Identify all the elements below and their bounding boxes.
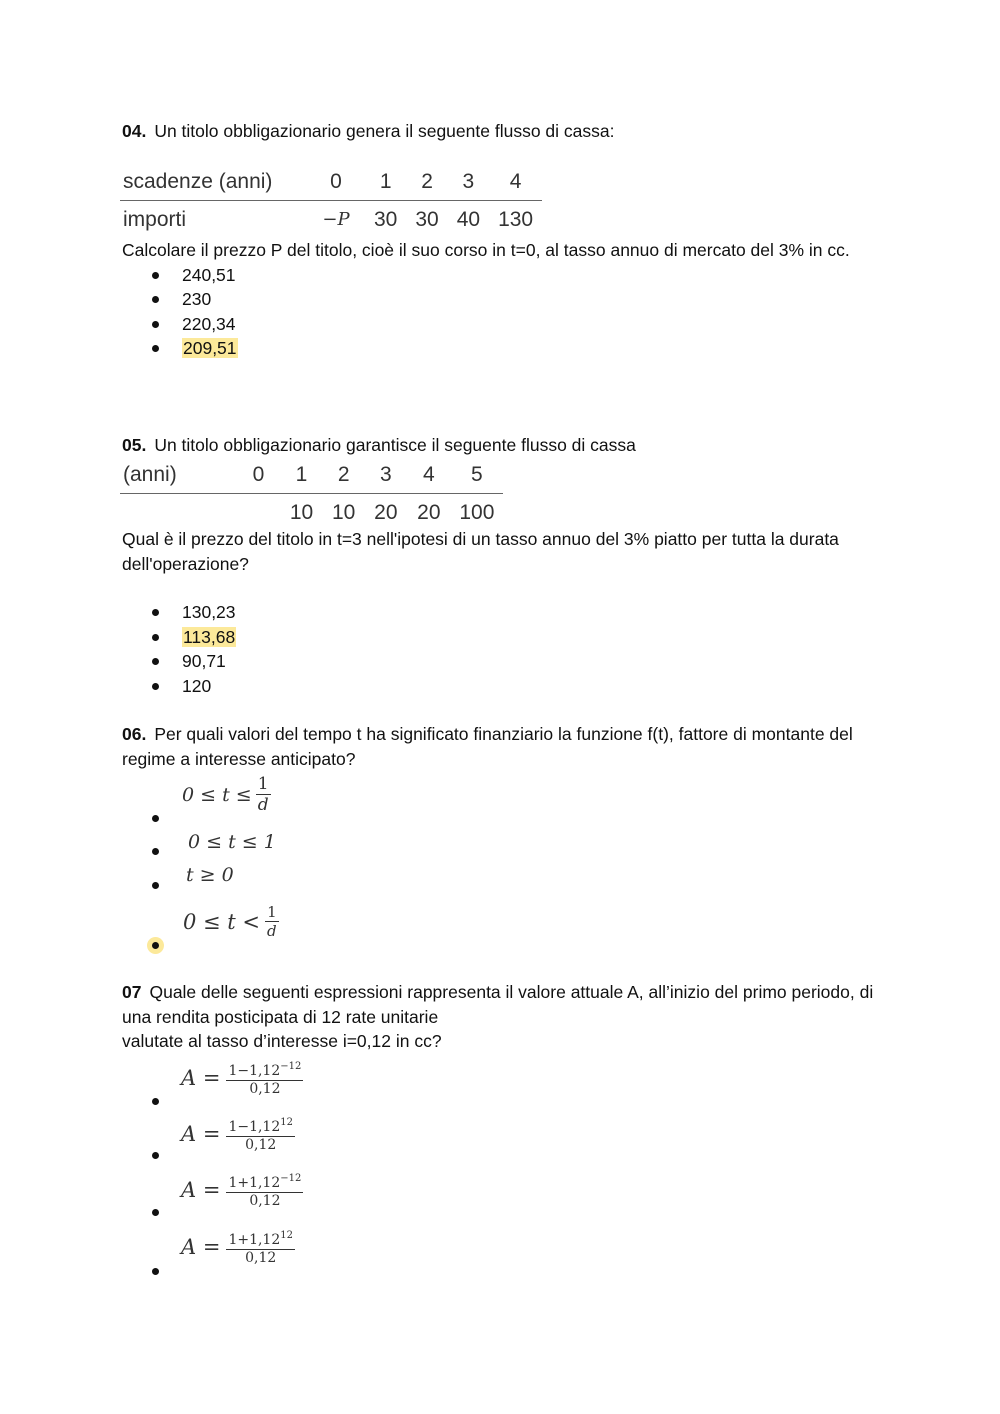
fraction-denominator: d (267, 922, 277, 940)
table-cell: 40 (456, 207, 481, 231)
fraction-denominator: 0,12 (249, 1193, 281, 1209)
question-text: Un titolo obbligazionario genera il seguente flusso di cassa: (154, 121, 615, 141)
fraction (226, 1114, 295, 1154)
bullet-icon (152, 815, 159, 822)
table-row-label: (anni) (123, 462, 177, 486)
bullet-icon (152, 848, 159, 855)
fraction-numerator: 1 (267, 903, 277, 921)
option-label: 113,68 (183, 626, 236, 647)
bullet-icon (152, 942, 159, 949)
bullet-icon (152, 882, 159, 889)
answer-option-highlighted[interactable] (122, 625, 882, 650)
table-cell (237, 494, 280, 532)
table-cell: 0 (330, 169, 342, 193)
option-label: 90,71 (182, 651, 226, 671)
option-formula (181, 1227, 295, 1267)
bullet-icon (152, 296, 159, 303)
bullet-icon (152, 683, 159, 690)
question-prompt: Calcolare il prezzo P del titolo, cioè il suo corso in t=0, al tasso annuo di mercato del 3% in cc. (122, 240, 850, 260)
formula-text: 0 ≤ t ≤ (182, 783, 252, 806)
option-formula (181, 1114, 295, 1154)
answer-option[interactable] (122, 674, 882, 699)
fraction (256, 774, 271, 815)
fraction (226, 1227, 295, 1267)
fraction-denominator: 0,12 (245, 1137, 277, 1153)
fraction-numerator: 1+1,12 (228, 1175, 281, 1191)
table-cell: 20 (417, 500, 441, 524)
answer-option-highlighted[interactable] (122, 336, 882, 361)
table-row-label: scadenze (anni) (123, 169, 273, 193)
option-formula: t ≥ 0 (186, 864, 234, 886)
formula-prefix: A = (181, 1122, 221, 1146)
formula-text: 0 ≤ t < (183, 909, 261, 934)
bullet-icon (152, 1209, 159, 1216)
bullet-icon (152, 321, 159, 328)
exponent: −12 (280, 1173, 302, 1184)
answer-options (122, 263, 882, 361)
table-cell: 0 (252, 462, 265, 486)
fraction (226, 1058, 303, 1098)
table-cell: 30 (374, 207, 398, 231)
bullet-icon (152, 1152, 159, 1159)
table-cell: 100 (459, 500, 495, 524)
option-label: 120 (182, 675, 212, 696)
option-label: 240,51 (182, 264, 236, 285)
table-cell: 30 (415, 207, 439, 231)
bullet-icon (152, 658, 159, 665)
bullet-icon (152, 609, 159, 616)
table-cell: −P (322, 209, 350, 230)
table-row-label (120, 494, 237, 532)
answer-option[interactable] (122, 287, 882, 312)
fraction-numerator: 1+1,12 (228, 1232, 281, 1248)
question-05 (122, 433, 882, 458)
formula-prefix: A = (181, 1178, 221, 1202)
table-cell: 20 (374, 500, 398, 524)
option-label: 230 (182, 289, 212, 309)
fraction-numerator: 1−1,12 (228, 1119, 281, 1135)
question-04-body (122, 238, 882, 361)
question-04 (122, 119, 882, 144)
option-formula (181, 1058, 303, 1098)
table-cell: 4 (509, 169, 522, 193)
option-formula (181, 1170, 303, 1210)
bullet-icon (152, 272, 159, 279)
fraction-numerator: 1−1,12 (228, 1063, 281, 1079)
cashflow-table-05 (120, 456, 503, 531)
bullet-icon (152, 634, 159, 641)
answer-option[interactable] (122, 649, 882, 674)
question-prompt: Qual è il prezzo del titolo in t=3 nell'ipotesi di un tasso annuo del 3% piatto per tutta la durata dell'operazione? (122, 529, 839, 574)
answer-option[interactable] (122, 312, 882, 337)
fraction-numerator: 1 (257, 774, 269, 794)
question-number: 05. (122, 435, 147, 455)
question-text-line2: valutate al tasso d’interesse i=0,12 in cc? (122, 1031, 442, 1051)
fraction-denominator: 0,12 (249, 1081, 281, 1097)
question-07 (122, 980, 882, 1054)
fraction (226, 1170, 303, 1210)
question-number: 06. (122, 724, 147, 744)
table-cell: 5 (471, 462, 483, 486)
exponent: 12 (280, 1230, 293, 1241)
option-formula (183, 903, 279, 940)
bullet-icon (152, 345, 159, 352)
question-text: Quale delle seguenti espressioni rappresenta il valore attuale A, all’inizio del primo periodo, di una rendita posticipata di 12 rate unitarie (122, 982, 874, 1027)
option-formula (182, 774, 271, 815)
option-label: 130,23 (182, 602, 236, 622)
bullet-icon (152, 1268, 159, 1275)
question-number: 04. (122, 121, 147, 141)
answer-option[interactable] (122, 263, 882, 288)
exponent: −12 (280, 1061, 302, 1072)
table-row-label: importi (123, 207, 187, 231)
fraction-denominator: 0,12 (245, 1250, 277, 1266)
question-06 (122, 722, 882, 771)
exponent: 12 (280, 1117, 293, 1128)
option-formula: 0 ≤ t ≤ 1 (188, 831, 276, 853)
table-cell: 4 (423, 462, 435, 486)
answer-option[interactable] (122, 600, 882, 625)
question-text: Un titolo obbligazionario garantisce il seguente flusso di cassa (154, 435, 636, 455)
formula-prefix: A = (181, 1235, 221, 1259)
table-cell: 1 (295, 462, 308, 486)
answer-options (122, 600, 882, 698)
fraction (265, 903, 279, 940)
formula-prefix: A = (181, 1066, 221, 1090)
table-cell: 2 (337, 462, 350, 486)
table-cell: 2 (421, 169, 433, 193)
bullet-icon (152, 1098, 159, 1105)
question-text: Per quali valori del tempo t ha significato finanziario la funzione f(t), fattore di montante del regime a interesse anticipato? (122, 724, 853, 769)
table-cell: 130 (498, 207, 534, 231)
table-cell: 10 (332, 500, 356, 524)
option-label: 220,34 (182, 313, 236, 334)
table-cell: 3 (380, 462, 392, 486)
option-label: 209,51 (183, 338, 237, 358)
fraction-denominator: d (257, 795, 269, 815)
cashflow-table-04 (120, 163, 542, 238)
question-05-body (122, 527, 882, 698)
table-cell: 3 (462, 169, 475, 193)
table-cell: 10 (289, 500, 314, 524)
table-cell: 1 (379, 169, 392, 193)
question-number: 07 (122, 982, 142, 1002)
